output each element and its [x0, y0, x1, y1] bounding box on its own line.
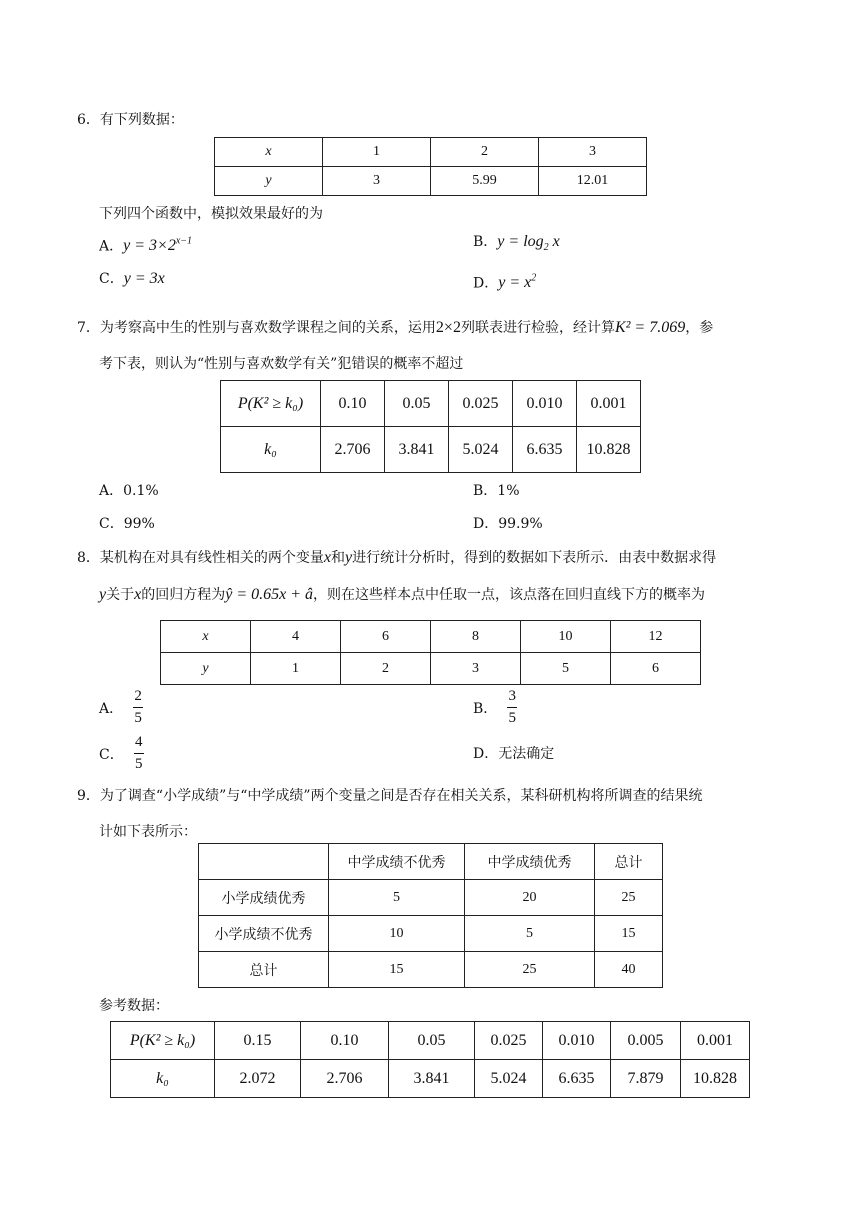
option-label: B．: [473, 483, 498, 499]
table-cell: 1: [251, 653, 341, 685]
table-cell: 小学成绩不优秀: [199, 916, 329, 952]
table-cell: 12.01: [539, 167, 647, 196]
q7-option-d[interactable]: [473, 514, 543, 534]
table-row: [111, 1022, 750, 1060]
q8-option-a[interactable]: [99, 688, 143, 727]
table-cell: 0.001: [681, 1022, 750, 1060]
table-cell: 2: [341, 653, 431, 685]
q8-stem-text: 进行统计分析时，得到的数据如下表所示．由表中数据求得: [352, 550, 717, 566]
table-cell: 0.10: [321, 381, 385, 427]
table-cell: 3: [539, 138, 647, 167]
option-formula: $y = 3\times 2^{x-1}$: [123, 236, 193, 255]
table-cell: 7.879: [611, 1060, 681, 1098]
table-cell: 2.706: [301, 1060, 389, 1098]
table-row: [199, 952, 663, 988]
table-cell: 3.841: [385, 427, 449, 473]
table-cell: 6: [341, 621, 431, 653]
q8-stem-text: ，则在这些样本点中任取一点，该点落在回归直线下方的概率为: [313, 587, 706, 603]
q9-number: 9．: [77, 788, 100, 804]
table-cell: 5: [521, 653, 611, 685]
q7-critical-value-table: [220, 380, 641, 473]
option-label: A．: [99, 483, 124, 499]
table-cell: 0.010: [543, 1022, 611, 1060]
q9-reference-table: [110, 1021, 750, 1098]
table-cell: 小学成绩优秀: [199, 880, 329, 916]
q9-stem-line2: 计如下表所示：: [99, 824, 197, 840]
option-label: D．: [473, 516, 499, 532]
table-cell: k₀: [111, 1060, 215, 1098]
table-cell: 中学成绩优秀: [465, 844, 595, 880]
option-formula: $y = \log_2 x$: [497, 233, 560, 254]
option-text: 1%: [497, 483, 520, 499]
q9-stem-line1: [77, 786, 703, 806]
table-cell: 5.99: [431, 167, 539, 196]
q7-stem-line1: [77, 318, 713, 338]
q6-stem: [77, 110, 184, 130]
q7-stem-line2: 考下表，则认为“性别与喜欢数学有关”犯错误的概率不超过: [99, 356, 464, 372]
q6-option-a[interactable]: [99, 232, 192, 256]
q7-stem-text: 列联表进行检验，经计算: [460, 320, 615, 336]
table-cell: 5.024: [475, 1060, 543, 1098]
option-label: A．: [99, 700, 124, 717]
q8-regression-equation: ŷ = 0.65x + â: [225, 586, 314, 603]
table-cell: 12: [611, 621, 701, 653]
q8-data-table: [160, 620, 701, 685]
table-cell: 6.635: [543, 1060, 611, 1098]
q7-math-2x2: 2×2: [435, 319, 461, 336]
q8-var-x: x: [323, 549, 332, 566]
table-cell: 10: [521, 621, 611, 653]
q9-reference-label: 参考数据：: [99, 998, 169, 1014]
table-row: [111, 1060, 750, 1098]
table-row: [161, 653, 701, 685]
option-label: A．: [99, 238, 124, 255]
q8-var-y: y: [345, 549, 353, 566]
q7-stem-text: ，参: [685, 320, 714, 336]
table-cell: 0.05: [385, 381, 449, 427]
table-cell: 2.072: [215, 1060, 301, 1098]
table-row: [199, 916, 663, 952]
table-cell: x: [161, 621, 251, 653]
table-row: [161, 621, 701, 653]
q8-stem-line1: [77, 548, 716, 568]
table-cell: 25: [465, 952, 595, 988]
q8-stem-text: 和: [331, 550, 346, 566]
option-text: 99.9%: [498, 516, 543, 532]
table-cell: 0.005: [611, 1022, 681, 1060]
table-row: [199, 880, 663, 916]
option-formula: $y = x^2$: [498, 273, 537, 292]
table-cell: 0.001: [577, 381, 641, 427]
table-cell: P(K² ≥ k₀): [111, 1022, 215, 1060]
table-cell: 15: [595, 916, 663, 952]
table-cell: y: [161, 653, 251, 685]
q7-stem-text: 为考察高中生的性别与喜欢数学课程之间的关系，运用: [99, 320, 436, 336]
table-cell: y: [215, 167, 323, 196]
option-text: 无法确定: [498, 746, 555, 762]
q6-option-d[interactable]: [473, 269, 536, 293]
q6-prompt: 下列四个函数中，模拟效果最好的为: [99, 206, 323, 222]
option-formula: y = 3x: [123, 270, 165, 287]
table-row: [221, 427, 641, 473]
table-cell: 3: [431, 653, 521, 685]
option-fraction: $\frac{4}{5}$: [134, 734, 143, 772]
option-fraction: $\frac{2}{5}$: [134, 688, 142, 726]
q8-option-b[interactable]: [473, 688, 517, 727]
table-cell: 5: [465, 916, 595, 952]
table-cell: 总计: [595, 844, 663, 880]
option-label: C．: [99, 516, 124, 532]
q8-stem-line2: [99, 585, 705, 605]
table-cell: 5: [329, 880, 465, 916]
q6-option-c[interactable]: [99, 269, 165, 289]
table-cell: 0.025: [475, 1022, 543, 1060]
table-cell: 20: [465, 880, 595, 916]
option-fraction: $\frac{3}{5}$: [508, 688, 517, 726]
table-cell: 0.15: [215, 1022, 301, 1060]
q7-option-c[interactable]: [99, 514, 155, 534]
option-label: B．: [473, 234, 498, 250]
q7-math-k2: K² = 7.069: [614, 319, 686, 336]
option-label: B．: [473, 700, 498, 717]
table-cell: k₀: [221, 427, 321, 473]
q7-option-b[interactable]: [473, 481, 520, 501]
table-cell: 10.828: [577, 427, 641, 473]
option-text: 0.1%: [123, 483, 159, 499]
q8-stem-text: 某机构在对具有线性相关的两个变量: [99, 550, 324, 566]
table-cell: 8: [431, 621, 521, 653]
q6-number: 6．: [77, 112, 100, 128]
table-cell: 3: [323, 167, 431, 196]
table-cell: 1: [323, 138, 431, 167]
table-cell: 中学成绩不优秀: [329, 844, 465, 880]
table-cell: 40: [595, 952, 663, 988]
table-row: [221, 381, 641, 427]
table-cell: 4: [251, 621, 341, 653]
option-text: 99%: [123, 516, 155, 532]
q7-number: 7．: [77, 320, 100, 336]
table-cell: 2: [431, 138, 539, 167]
table-cell: 2.706: [321, 427, 385, 473]
q8-stem-text: 的回归方程为: [141, 587, 226, 603]
q7-option-a[interactable]: [99, 481, 159, 501]
table-cell: 6: [611, 653, 701, 685]
table-cell: 10: [329, 916, 465, 952]
q6-option-b[interactable]: [473, 232, 560, 258]
table-row: [215, 167, 647, 196]
table-cell: 5.024: [449, 427, 513, 473]
table-cell: P(K² ≥ k₀): [221, 381, 321, 427]
table-cell: 总计: [199, 952, 329, 988]
table-cell: 15: [329, 952, 465, 988]
q9-contingency-table: [198, 843, 663, 988]
q8-number: 8．: [77, 550, 100, 566]
q8-option-d[interactable]: [473, 744, 554, 764]
table-cell: 10.828: [681, 1060, 750, 1098]
table-cell: 3.841: [389, 1060, 475, 1098]
option-label: C．: [99, 746, 124, 763]
option-label: D．: [473, 275, 499, 292]
table-cell: [199, 844, 329, 880]
option-label: C．: [99, 271, 124, 287]
q6-stem-text: 有下列数据：: [99, 112, 184, 128]
table-cell: 0.05: [389, 1022, 475, 1060]
table-cell: 0.010: [513, 381, 577, 427]
table-row: [215, 138, 647, 167]
q8-var-x: x: [134, 586, 142, 603]
q8-stem-text: 关于: [106, 587, 135, 603]
table-cell: x: [215, 138, 323, 167]
table-cell: 6.635: [513, 427, 577, 473]
option-label: D．: [473, 746, 499, 762]
table-row: [199, 844, 663, 880]
q8-option-c[interactable]: [99, 734, 144, 773]
q8-var-y: y: [99, 586, 107, 603]
table-cell: 0.10: [301, 1022, 389, 1060]
q6-data-table: [214, 137, 647, 196]
table-cell: 0.025: [449, 381, 513, 427]
q9-stem-text: 为了调查“小学成绩”与“中学成绩”两个变量之间是否存在相关关系，某科研机构将所调查的结果统: [99, 788, 703, 804]
table-cell: 25: [595, 880, 663, 916]
